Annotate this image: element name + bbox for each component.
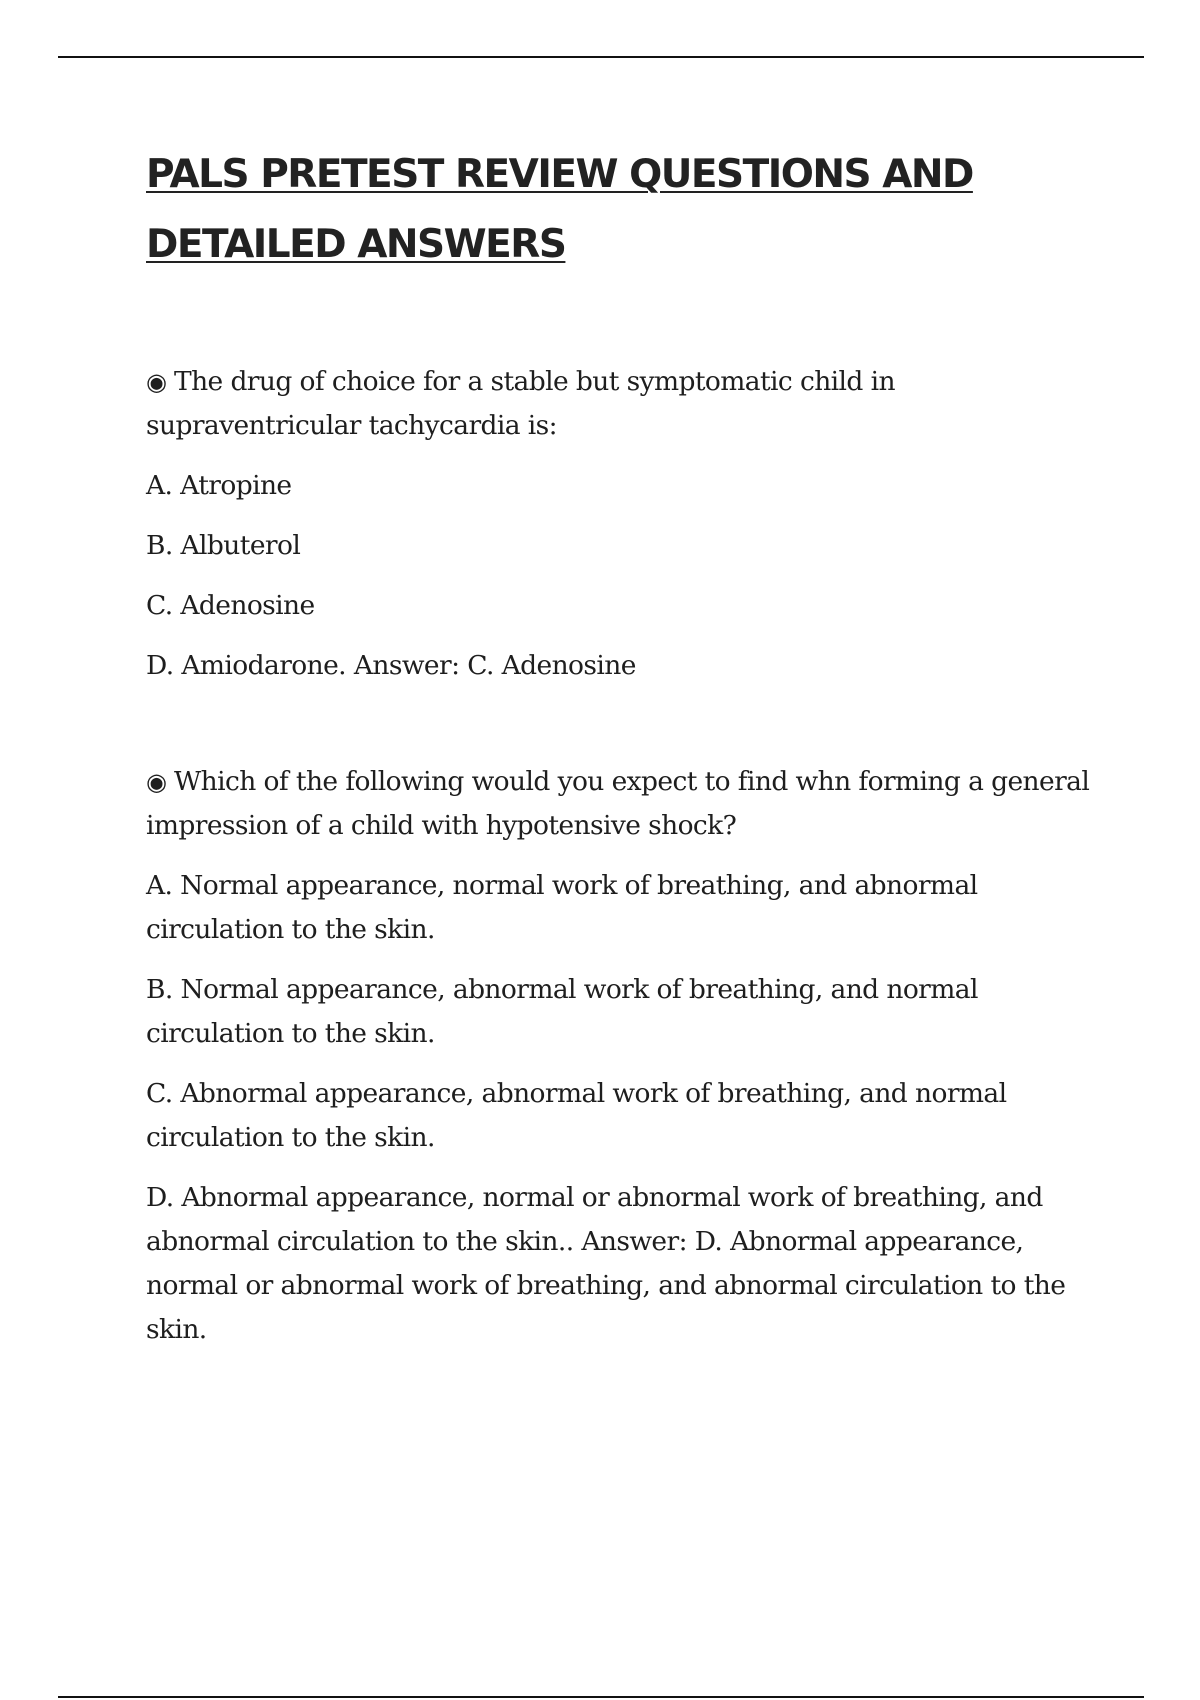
question-2: [146, 760, 1096, 1352]
radio-bullet-icon: ◉: [146, 768, 167, 796]
question-1: [146, 360, 1096, 688]
question-1-text: ◉ The drug of choice for a stable but symptomatic child in supraventricular tachycardia is:: [146, 360, 1096, 448]
question-2-option-b: B. Normal appearance, abnormal work of breathing, and normal circulation to the skin.: [146, 974, 978, 1049]
top-divider: [58, 56, 1144, 58]
question-2-text: ◉ Which of the following would you expect to find whn forming a general impression of a child with hypotensive shock?: [146, 760, 1096, 848]
document-title: PALS PRETEST REVIEW QUESTIONS AND DETAILED ANSWERS: [146, 152, 973, 267]
radio-bullet-icon: ◉: [146, 368, 167, 396]
question-1-option-c: C. Adenosine: [146, 590, 315, 621]
question-1-option-d: D. Amiodarone. Answer: C. Adenosine: [146, 650, 636, 681]
question-1-option-a: A. Atropine: [146, 470, 292, 501]
question-2-option-c: C. Abnormal appearance, abnormal work of breathing, and normal circulation to the skin.: [146, 1078, 1007, 1153]
question-2-option-a: A. Normal appearance, normal work of breathing, and abnormal circulation to the skin.: [146, 870, 978, 945]
bottom-divider: [58, 1696, 1144, 1698]
question-1-option-b: B. Albuterol: [146, 530, 301, 561]
document-body: [146, 140, 1096, 1368]
question-2-option-d: D. Abnormal appearance, normal or abnormal work of breathing, and abnormal circulation to the skin.. Answer: D. Abnormal appearance, normal or abnormal work of breathing, and abnormal circulation to the skin.: [146, 1182, 1066, 1345]
